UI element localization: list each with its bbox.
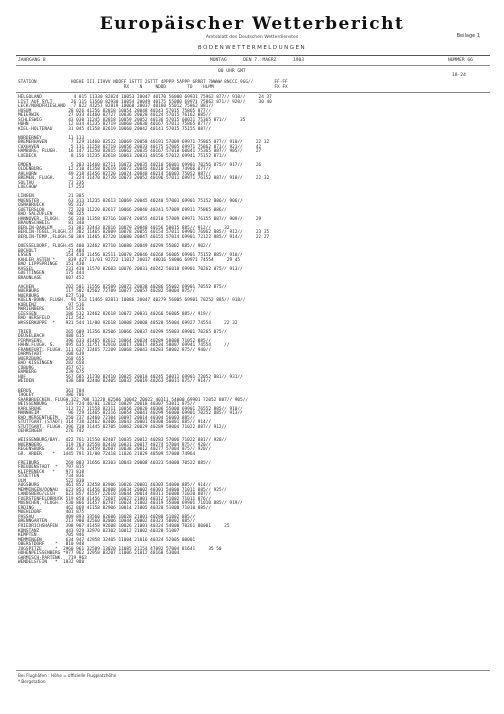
table-row: COBURG 357 671 <box>18 365 85 371</box>
table-row: HOHENPEISSENBERG *977 962 32958 03207 11006 21012 48168 53004 <box>18 551 180 557</box>
table-row: BAD HERSFELD 212 542 <box>18 316 85 322</box>
table-row: MUENCHEN, FLUGH. 530 866 31457 82707 10024 21002 40319 55000 69901 71010 885// 919// <box>18 501 243 507</box>
table-row: BRENNGARTEN 213 900 42560 82006 10044 20002 40323 58002 885// <box>18 519 196 525</box>
table-row: SAARBRUECKEN, FLUGH.322 708 11220 82506 10042 20022 40311 54000 69901 72052 887// 905// <box>18 397 248 403</box>
table-row: BAD LIPPSPRINGE 151 430 <box>18 262 85 268</box>
table-row: BERUS 363 704 <box>18 388 85 394</box>
table-row: KOBLENZ 97 516 <box>18 302 85 308</box>
table-row: LUEBECK 8 156 11235 82618 10063 20033 40156 57012 69941 75152 871// <box>18 153 227 159</box>
table-row: WEIDEN 438 688 32440 82405 10032 20019 40263 58011 875// 914// <box>18 379 211 385</box>
table-row: AACHEN 202 501 11556 82509 10072 20038 40286 55002 69901 70552 875// <box>18 284 227 290</box>
table-row: HUSUM 28 026 41256 82818 10054 20048 40143 57015 75865 877// <box>18 108 211 114</box>
table-row: FRANKFURT, FLUGH. 111 637 32465 72209 10068 20043 40283 58002 875// 940// <box>18 347 211 353</box>
table-row: LINGEN 21 305 <box>18 194 85 200</box>
table-row: KONSTANZ 443 929 32970 02302 10012 21002 40320 51007 <box>18 528 180 534</box>
rule-bottom <box>16 670 490 671</box>
page-title: Europäischer Wetterbericht <box>99 14 405 34</box>
table-row: HELGOLAND 4 015 11330 82824 10053 20047 40170 56000 69931 75962 877// 910// 24 37 <box>18 95 272 100</box>
section-heading: BODENWETTERMELDUNGEN <box>197 45 307 51</box>
beilage-label: Beilage 1 <box>456 33 480 39</box>
table-row: BERLIN-TEMP.,FLUGH.50 384 11465 82720 10080 20047 40155 57014 69901 72122 885// 914// 22 27 <box>18 234 270 240</box>
table-row: THOLEY 386 706 <box>18 393 85 399</box>
table-row: MARIENBERG 547 526 <box>18 307 85 313</box>
table-row: KOELN-BONN, FLUGH. 91 513 11465 82811 10086 20047 40279 56005 69901 70252 885// 918// <box>18 298 246 304</box>
table-row: BERLIN-DAHLEM 51 381 32443 82816 10079 20048 40156 58015 885// 912// 32 <box>18 225 230 231</box>
table-row: OBERSTDORF * 810 948 <box>18 542 85 548</box>
table-row: BERLIN-TEGEL,FLUGH.37 382 11465 82809 10078 20055 40154 57011 69901 76062 885// 912// 23 35 <box>18 230 270 236</box>
table-row: BAD MERGENTHEIM 250 737 42460 72304 10097 20014 40304 56003 885// <box>18 415 196 421</box>
table-row: REGENSBURG 366 776 32459 82607 10038 20012 40277 57004 875// 920// <box>18 447 211 453</box>
table-row: HOF 567 685 11230 82410 10025 20018 40245 58011 69901 72052 881// 931// <box>18 374 243 380</box>
observation-time: 00 UHR GMT <box>218 69 246 74</box>
table-row: BOCHOLT 21 404 <box>18 248 85 254</box>
table-row: PASSAU 409 893 33560 82606 10028 21001 40280 51002 885// <box>18 514 196 520</box>
table-row: FREUDENSTADT * 797 815 <box>18 465 85 471</box>
table-row: HANNOVER, FLUGH. 56 338 11358 82716 10074 20055 40210 57009 69971 76155 887// 909// 29 <box>18 216 262 222</box>
jahrgang-label: JAHRGANG 8 <box>18 58 46 63</box>
table-row: LUECHOW 17 253 <box>18 185 85 191</box>
table-row: BRAUNSCHWEIG 81 348 <box>18 221 85 227</box>
table-row: FRIEDRICHSHAFEN 398 907 41458 92608 10026 21001 40324 54000 70261 80001 25 <box>18 523 230 529</box>
table-row: HAMBURG, FLUGH. 16 147 11250 82815 10062 20035 40167 57010 60041 75365 887// 905// 27 <box>18 149 262 155</box>
table-row: STUTTGART, FLUGH. 396 738 31445 82705 10062 20029 40289 58004 71022 887// 912// <box>18 424 227 430</box>
table-row: MUEHLDORF 401 875 <box>18 510 85 516</box>
table-row: OLDENBURG 12 210 41358 82619 10072 20045 40210 57000 74966 877// <box>18 167 211 173</box>
table-row: BAD SALZUFLEN 98 325 <box>18 212 85 218</box>
table-row: TRIER 265 609 11356 82506 10066 20037 40299 55003 69901 70265 875// <box>18 329 227 335</box>
table-row: BRAUNLAGE 607 452 <box>18 275 85 281</box>
table-row: EMDEN 5 203 11460 82711 10072 20035 40210 56001 69901 70256 875// 917// 26 <box>18 162 262 168</box>
table-row: MEMMINGEN/DONAU 623 853 41456 82808 10034 20002 40301 54000 71011 885// 925// <box>18 487 227 493</box>
time-range-label: 18-24 <box>452 73 466 78</box>
date-label: MONTAG DEN 7. MAERZ 1983 <box>210 58 305 63</box>
table-row: SCHLESWIG 43 030 11245 82818 10059 20052 40136 57015 60021 75365 871// 35 <box>18 117 246 123</box>
table-row: KEMPTEN 705 946 <box>18 533 85 539</box>
table-row: ERDING 462 869 41158 82906 10014 21005 40320 51000 71010 885// <box>18 505 211 511</box>
table-row: GARMISCH-PARTENK. 719 963 <box>18 555 87 561</box>
table-row: BREMERHAVEN 7 129 11460 82522 10069 20058 40191 57009 69971 75865 877// 910// 22 32 <box>18 140 270 146</box>
table-row: KASSEL 231 438 11570 82603 10076 20031 40242 56010 69901 70262 875// 913// <box>18 266 243 272</box>
table-row: MANNHEIM 96 729 11465 82316 10054 20041 40299 56000 69901 70252 885// 913// <box>18 411 243 417</box>
footnote-airports: Bei Flughäfen : Höhe = offizielle Flugplatzhöhe <box>18 673 117 678</box>
table-row: BREMEN, FLUGH. 3 224 11470 82720 10073 20052 40196 57011 69971 76152 887// 910// 22 32 <box>18 176 270 182</box>
table-row: AUGSBURG 461 852 32458 82906 10026 20001 40303 54000 885// 914// <box>18 483 211 489</box>
table-row: GUETERSLOH 72 320 11220 82617 10066 20040 40241 57009 69911 75865 886// <box>18 207 227 213</box>
table-row: STOETTEN 734 836 <box>18 474 85 480</box>
table-row: ULM 522 838 <box>18 478 85 484</box>
table-row: LANDSBERG/LECH 623 857 41557 22610 10044 20014 40311 56000 71020 887// <box>18 492 211 498</box>
issue-number: NUMMER 66 <box>448 58 473 63</box>
table-row: KLIPPENECK * 973 818 <box>18 469 85 475</box>
table-row: KIEL-HOLTENAU 31 045 41358 82619 10060 20042 40141 57015 75155 887// <box>18 126 211 132</box>
table-row: ZUGSPITZE * 2960 961 32589 13020 11085 21154 47092 57004 81641 35 50 <box>18 546 222 552</box>
station-list <box>18 96 272 566</box>
rule-columns <box>16 92 490 93</box>
table-row: MUENSTER 63 313 11235 82613 10069 20045 40240 57003 69901 75152 886// 906// <box>18 198 243 204</box>
table-row: CUXHAVEN 5 131 11258 82719 10056 20033 40175 57005 69971 75862 871// 921// 42 <box>18 144 262 150</box>
table-row: KAHLER ASTEN * 839 427 11/01 92722 11017 20017 48016 58006 69971 74554 29 45 <box>18 257 241 263</box>
table-row: WENDELSTEIN * 1832 980 <box>18 560 85 566</box>
table-row: BAD KISSINGEN 282 658 <box>18 361 85 367</box>
table-row: KARLSRUHE 112 727 11558 82311 10056 20020 40306 55000 69901 76552 885// 910// <box>18 406 243 412</box>
table-row: AHLHORN 49 218 41456 82720 10074 20048 40214 56003 75052 887// <box>18 171 211 177</box>
table-row: MEIERWIK 27 033 41460 82727 10036 20028 40124 57015 76162 885// <box>18 113 211 119</box>
table-row: GOETTINGEN 175 444 <box>18 271 85 277</box>
table-row: DARMSTADT 108 639 <box>18 352 85 358</box>
table-row: WEISSENBURG 533 724 46/01 12812 10029 20018 40307 53011 875// <box>18 402 196 408</box>
table-row: WUERZBURG 268 655 <box>18 356 85 362</box>
table-row: NORDERNEY 11 113 <box>18 135 85 141</box>
table-row: DUESSELDORF, FLUGH.45 400 32462 82710 10080 20049 40299 55002 885// 902// <box>18 244 211 250</box>
table-row: LECK/NORDFRIESLAND 7 022 41257 82819 10060 20037 40160 55012 75862 881// <box>18 104 214 110</box>
rule-meta <box>16 65 490 66</box>
table-row: FUERSTENFELDBRUCK 519 858 41456 72607 10022 21001 40312 51002 71011 876// <box>18 496 211 502</box>
table-row: OEHRINGEN 276 742 <box>18 429 85 435</box>
page-subtitle: Amtsblatt des Deutschen Wetterdienstes <box>205 35 299 40</box>
footnote-mountain: * Bergstation <box>18 679 46 684</box>
table-row: ESSEN 154 410 11456 82511 10070 20046 40268 56005 69901 75152 885// 910// <box>18 253 243 259</box>
table-row: GR. ARBER * 1445 791 31/00 72418 11026 21029 48509 57008 74964 <box>18 451 196 457</box>
table-row: SOLTAU 73 235 <box>18 180 85 186</box>
table-row: HAHN,FLUGH. S. 495 635 11/51 92910 10017 20017 48534 58007 69941 74554 // <box>18 343 230 349</box>
table-row: NUERBURG 627 510 <box>18 293 85 299</box>
table-row: DEUSELBACH 480 615 <box>18 334 85 340</box>
table-row: NUERBURG 117 502 42562 72709 10077 20057 40282 58004 875// <box>18 289 196 295</box>
table-row: LIST AUF SYLT 26 115 11560 82930 10054 20049 40175 55000 69971 75862 871// 920// 30 40 <box>18 99 272 105</box>
table-row: FREIBURG 269 803 31656 82303 10043 20008 40323 54000 70522 885// <box>18 460 211 466</box>
rule-top <box>16 55 490 56</box>
table-row: WEISSENBURG/BAY. 422 761 31550 82407 10035 20012 40283 57006 71022 881// 920// <box>18 438 227 444</box>
table-row: OSNABRUECK 95 317 <box>18 203 85 209</box>
table-row: PIRMASENS 396 633 41465 82612 10064 20034 40289 58008 71052 885// <box>18 338 211 344</box>
table-row: NUERNBERG 319 763 32558 82410 10031 20017 40274 57004 875// 920// <box>18 442 211 448</box>
table-row: HOHN 12 034 41235 82719 10060 20030 40167 57011 75865 877// <box>18 122 211 128</box>
column-headers-1: STATION HOEHE III IIHVV NDDFF 1STTT 2STTT 4PPPP 5APPP 6RRRT 7WWWW 8NCCC 9GG// FF-FF <box>18 80 288 85</box>
table-row: MEMMINGEN 634 947 42958 32405 11004 21016 40324 52005 80001 <box>18 537 196 543</box>
table-row: BAMBERG 239 675 <box>18 370 85 376</box>
table-row: STUTTGART (STADT) 314 738 32462 82406 10043 20001 40308 56001 885// 914// <box>18 420 211 426</box>
column-headers-2: RX N NDDD TD HLMM FX FX <box>18 85 288 90</box>
table-row: GIESSEN 186 532 32462 82618 10072 20031 40266 56005 885// 919// <box>18 311 211 317</box>
table-row: WASSERKUPPE * 921 544 11/00 92618 10008 20008 48520 55004 69927 74554 22 32 <box>18 320 238 326</box>
